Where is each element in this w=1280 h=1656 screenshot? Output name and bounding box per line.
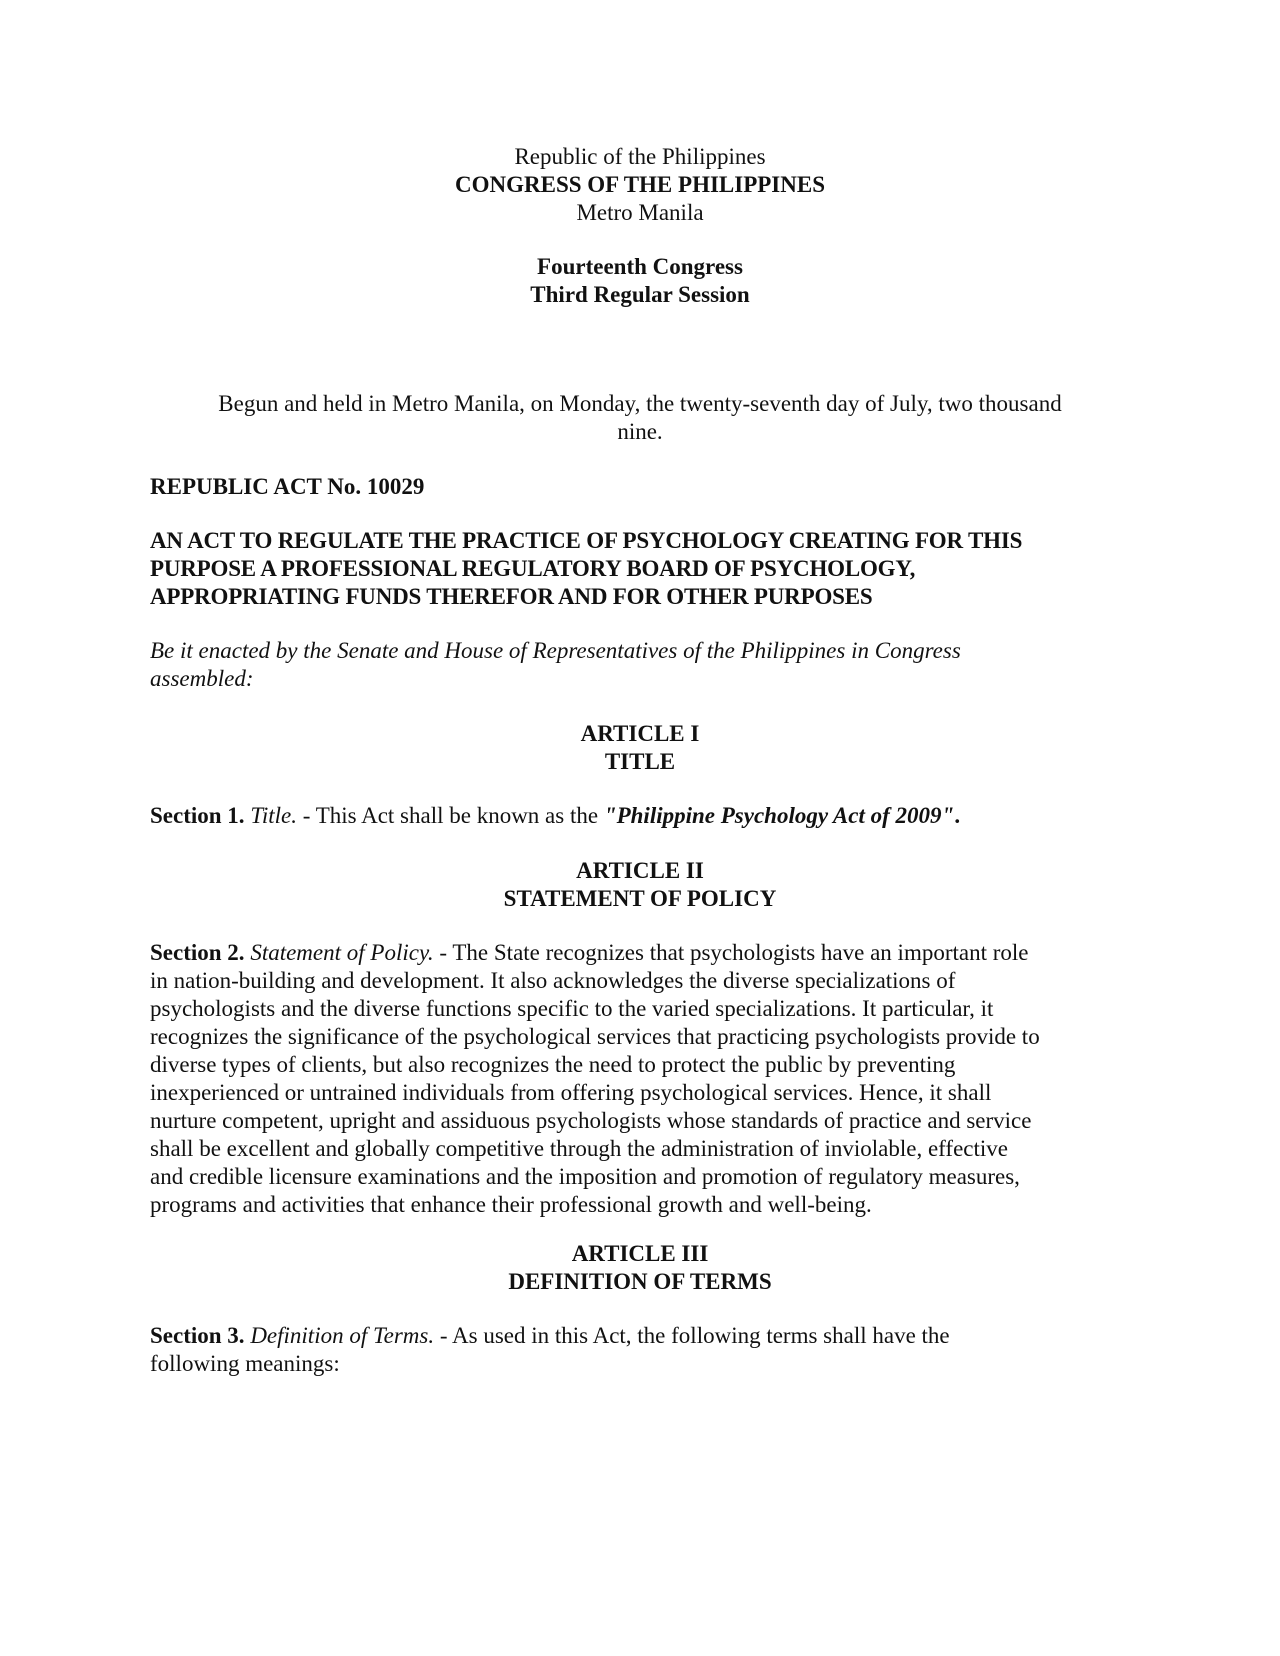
act-title-line-2: PURPOSE A PROFESSIONAL REGULATORY BOARD OF PSYCHOLOGY, [150,556,916,581]
article-1-heading [150,720,1130,776]
enacting-line-2: assembled: [150,666,254,691]
republic-line: Republic of the Philippines [514,144,766,169]
section-2-line: nurture competent, upright and assiduous psychologists whose standards of practice and service [150,1108,1032,1133]
section-1-text: - This Act shall be known as the [296,803,604,828]
congress-number: Fourteenth Congress [537,254,743,279]
section-1-end: . [954,803,961,828]
location-line: Metro Manila [576,200,704,225]
section-1-name: Title. [250,803,297,828]
session-name: Third Regular Session [530,282,750,307]
document-header [150,143,1130,227]
section-2-line: recognizes the significance of the psychological services that practicing psychologists provide to [150,1024,1040,1049]
act-number-text: REPUBLIC ACT No. 10029 [150,474,425,499]
section-3-first-line: - As used in this Act, the following terms shall have the [434,1323,950,1348]
section-3 [150,1322,1130,1378]
congress-line: CONGRESS OF THE PHILIPPINES [455,172,825,197]
article-3-heading [150,1240,1130,1296]
act-title [150,527,1130,611]
section-2-line: in nation-building and development. It also acknowledges the diverse specializations of [150,968,956,993]
section-2-line: programs and activities that enhance their professional growth and well-being. [150,1192,872,1217]
enacting-clause [150,637,1130,693]
section-3-label: Section 3. [150,1323,245,1348]
begun-line-2: nine. [617,419,663,444]
section-2-line: diverse types of clients, but also recognizes the need to protect the public by preventing [150,1052,956,1077]
article-3-number: ARTICLE III [571,1241,709,1266]
section-3-name: Definition of Terms. [250,1323,435,1348]
article-2-title: STATEMENT OF POLICY [503,886,777,911]
article-2-heading [150,857,1130,913]
enacting-line-1: Be it enacted by the Senate and House of Representatives of the Philippines in Congress [150,638,961,663]
article-1-number: ARTICLE I [580,721,700,746]
section-2-first-line: - The State recognizes that psychologists have an important role [433,940,1029,965]
section-2-line: shall be excellent and globally competitive through the administration of inviolable, effective [150,1136,1008,1161]
article-1-title: TITLE [604,749,676,774]
section-2-line: psychologists and the diverse functions specific to the varied specializations. It particular, it [150,996,994,1021]
section-2-line: inexperienced or untrained individuals from offering psychological services. Hence, it shall [150,1080,992,1105]
section-2 [150,939,1130,1219]
act-title-line-3: APPROPRIATING FUNDS THEREFOR AND FOR OTHER PURPOSES [150,584,873,609]
begun-held-paragraph [150,390,1130,446]
section-2-name: Statement of Policy. [250,940,434,965]
begun-line-1: Begun and held in Metro Manila, on Monday, the twenty-seventh day of July, two thousand [218,391,1062,416]
section-2-label: Section 2. [150,940,245,965]
act-title-line-1: AN ACT TO REGULATE THE PRACTICE OF PSYCHOLOGY CREATING FOR THIS [150,528,1023,553]
section-1-label: Section 1. [150,803,245,828]
article-2-number: ARTICLE II [576,858,704,883]
section-1 [150,802,1130,830]
act-number [150,473,1130,501]
article-3-title: DEFINITION OF TERMS [508,1269,772,1294]
session-block [150,253,1130,309]
section-2-line: and credible licensure examinations and the imposition and promotion of regulatory measures, [150,1164,1020,1189]
section-1-short-title: "Philippine Psychology Act of 2009" [603,803,955,828]
section-3-line-2: following meanings: [150,1351,340,1376]
